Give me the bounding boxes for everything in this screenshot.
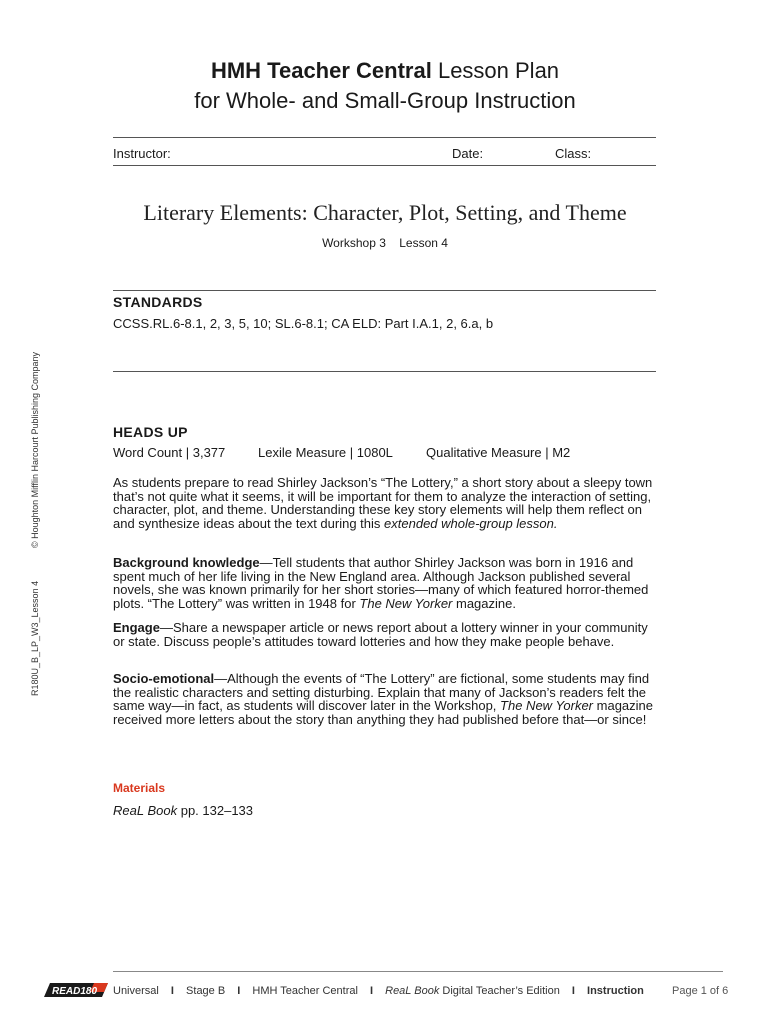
heads-up-intro xyxy=(113,476,658,530)
read180-logo xyxy=(44,980,108,1000)
se-italic: The New Yorker xyxy=(500,698,594,713)
lexile-measure: Lexile Measure | 1080L xyxy=(258,445,393,460)
header-rule-bottom xyxy=(113,165,656,166)
class-label: Class: xyxy=(555,146,592,161)
date-label: Date: xyxy=(452,146,484,161)
engage-text: —Share a newspaper article or news report about a lottery winner in your community or state. Discuss people’s attitudes toward lotteries and how they make people behave. xyxy=(113,620,648,649)
footer-rule xyxy=(113,971,723,972)
se-label: Socio-emotional xyxy=(113,671,215,686)
bg-text: —Tell students that author Shirley Jackson was born in 1916 and spent much of her life living in the New England area. Although Jackson published several novels, she was known primarily for her short stories—many of which featured horror-themed plots. “The Lottery” was written in 1948 for xyxy=(113,555,649,611)
copyright-vertical: © Houghton Mifflin Harcourt Publishing Company xyxy=(30,351,40,548)
lesson-title: Literary Elements: Character, Plot, Setting, and Theme xyxy=(143,200,627,225)
background-knowledge xyxy=(113,556,658,610)
materials-heading: Materials xyxy=(113,781,166,795)
page-header xyxy=(0,56,770,116)
title-rest: Lesson Plan xyxy=(437,58,560,83)
intro-text: As students prepare to read Shirley Jackson’s “The Lottery,” a short story about a sleepy town that’s not quite what it seems, it will be important for them to analyze the interaction of setting, character, plot, and theme. Understanding these key story elements will help them reflect on and synthesize ideas about the text during this xyxy=(113,475,653,531)
engage-paragraph xyxy=(113,621,658,648)
logo-text: READ180 xyxy=(52,986,98,997)
materials-text xyxy=(113,803,253,818)
standards-heading: STANDARDS xyxy=(113,294,203,310)
heads-up-heading: HEADS UP xyxy=(113,424,188,440)
se-text: —Although the events of “The Lottery” are fictional, some students may find the realistic characters and setting disturbing. Explain that many of Jackson’s readers felt the same way—in fact, as students will discover later in the Workshop, xyxy=(113,671,650,713)
se-end: magazine received more letters about the story than anything they had published before that—or since! xyxy=(113,698,654,727)
header-rule-top xyxy=(113,137,656,138)
materials-pages: pp. 132–133 xyxy=(180,803,254,818)
title-bold: HMH Teacher Central xyxy=(210,58,432,83)
materials-book: ReaL Book xyxy=(113,803,178,818)
footer: Universal I Stage B I HMH Teacher Central I ReaL Book Digital Teacher’s Edition I Instruction xyxy=(113,985,644,997)
standards-rule xyxy=(113,290,656,291)
standards-text: CCSS.RL.6-8.1, 2, 3, 5, 10; SL.6-8.1; CA ELD: Part I.A.1, 2, 6.a, b xyxy=(113,316,494,331)
standards-rule-bottom xyxy=(113,371,656,372)
bg-label: Background knowledge xyxy=(113,555,260,570)
socio-emotional-paragraph xyxy=(113,672,658,726)
page-number: Page 1 of 6 xyxy=(672,985,729,997)
engage-label: Engage xyxy=(113,620,160,635)
page-title xyxy=(0,56,770,86)
footer-realbook: ReaL Book xyxy=(385,985,440,997)
bg-end: magazine. xyxy=(456,595,516,611)
workshop-number: Workshop 3 xyxy=(322,236,386,250)
bg-italic: The New Yorker xyxy=(359,595,453,611)
instructor-label: Instructor: xyxy=(113,146,171,161)
code-vertical: R180U_B_LP_W3_Lesson 4 xyxy=(30,580,40,696)
lesson-number: Lesson 4 xyxy=(399,236,448,250)
footer-instruction: Instruction xyxy=(587,985,644,997)
page-subtitle: for Whole- and Small-Group Instruction xyxy=(194,88,576,113)
footer-stage: Stage B xyxy=(186,985,226,997)
footer-universal: Universal xyxy=(113,985,159,997)
word-count: Word Count | 3,377 xyxy=(113,445,226,460)
footer-dte: Digital Teacher’s Edition xyxy=(442,985,560,997)
intro-italic: extended whole-group lesson. xyxy=(384,515,558,531)
footer-central: HMH Teacher Central xyxy=(252,985,358,997)
qualitative-measure: Qualitative Measure | M2 xyxy=(426,445,571,460)
workshop-line xyxy=(0,236,770,250)
